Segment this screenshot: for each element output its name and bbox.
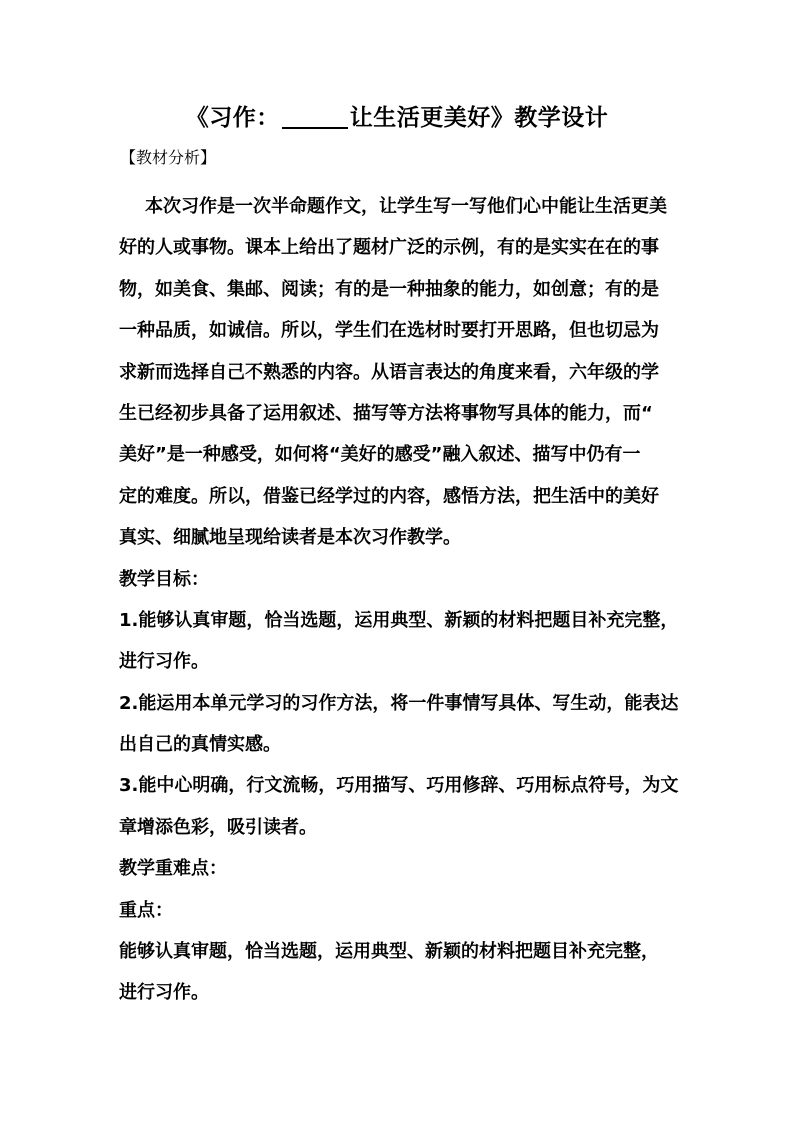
paragraph-line: 求新而选择自己不熟悉的内容。从语言表达的角度来看，六年级的学 [119,361,659,383]
goals-heading: 教学目标： [119,568,209,590]
key-point-line-2: 进行习作。 [119,982,209,1004]
document-title [0,102,794,134]
key-point-line-1: 能够认真审题，恰当选题，运用典型、新颖的材料把题目补充完整， [119,941,659,963]
goal-item-2-line-2: 出自己的真情实感。 [119,734,281,756]
paragraph-line: 美好”是一种感受，如何将“美好的感受”融入叙述、描写中仍有一 [119,444,641,466]
goal-item-1-line-2: 进行习作。 [119,651,209,673]
goal-item-2-line-1: 2.能运用本单元学习的习作方法，将一件事情写具体、写生动，能表达 [119,692,679,714]
paragraph-line: 好的人或事物。课本上给出了题材广泛的示例，有的是实实在在的事 [119,237,659,259]
paragraph-line: 本次习作是一次半命题作文，让学生写一写他们心中能让生活更美 [145,196,667,217]
paragraph-line: 生已经初步具备了运用叙述、描写等方法将事物写具体的能力，而“ [119,402,653,424]
paragraph-line: 真实、细腻地呈现给读者是本次习作教学。 [119,527,461,549]
goal-item-3-line-2: 章增添色彩，吸引读者。 [119,816,317,838]
paragraph-line: 物，如美食、集邮、阅读；有的是一种抽象的能力，如创意；有的是 [119,278,659,300]
key-points-subheading: 重点： [119,899,173,921]
goal-item-3-line-1: 3.能中心明确，行文流畅，巧用描写、巧用修辞、巧用标点符号，为文 [119,775,679,797]
title-suffix: 让生活更美好》教学设计 [349,105,609,131]
document-body [119,186,699,1014]
key-points-heading: 教学重难点： [119,858,227,880]
title-blank-underline [282,105,348,129]
paragraph-line: 一种品质，如诚信。所以，学生们在选材时要打开思路，但也切忌为 [119,320,659,342]
goal-item-1-line-1: 1.能够认真审题，恰当选题，运用典型、新颖的材料把题目补充完整， [119,609,679,631]
paragraph-line: 定的难度。所以，借鉴已经学过的内容，感悟方法，把生活中的美好 [119,485,659,507]
section-heading-material-analysis: 【教材分析】 [120,148,217,167]
title-prefix: 《习作： [185,105,280,131]
